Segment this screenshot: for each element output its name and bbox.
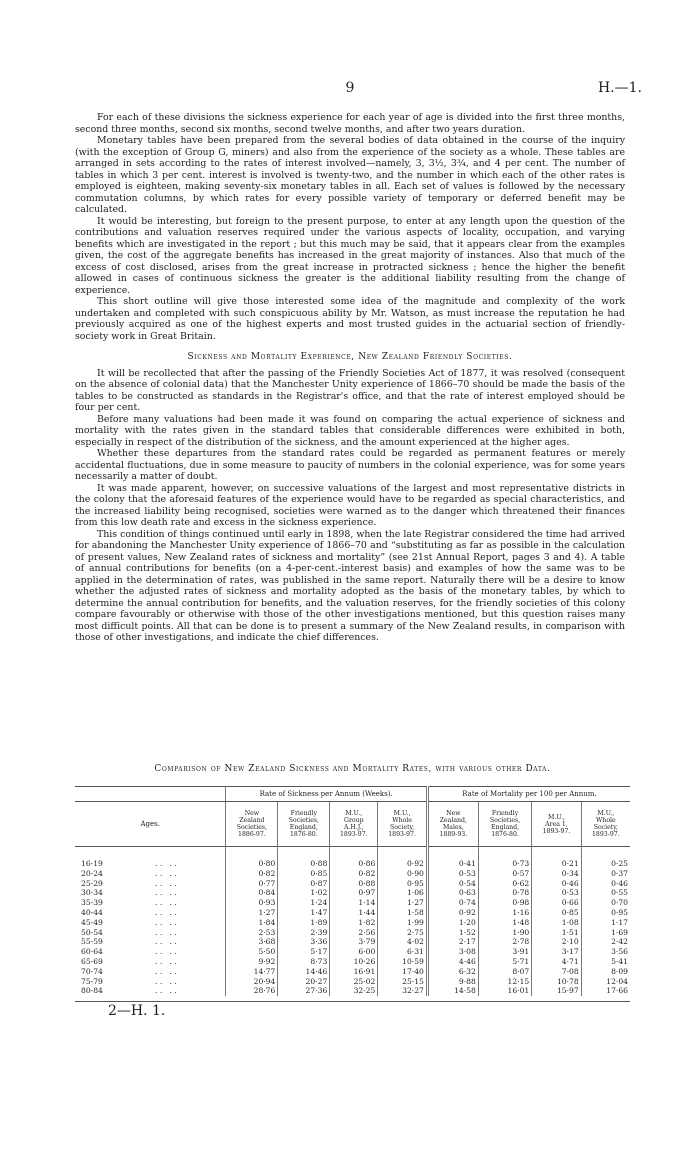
value-cell: 0·95 — [378, 879, 428, 889]
value-cell: 0·85 — [532, 908, 581, 918]
value-cell: 0·97 — [330, 888, 378, 898]
comparison-table — [75, 786, 630, 996]
age-cell: 16-19 — [81, 859, 103, 868]
value-cell: 0·55 — [581, 888, 630, 898]
value-cell: 0·53 — [427, 869, 478, 879]
paragraph: It will be recollected that after the passing of the Friendly Societies Act of 1877, it was resolved (consequent on the absence of colonial data) that the Manchester Unity experience of 1866–70 should be made the basis of the tables to be constructed as standards in the Registrar's office, and that the rate of interest employed should be four per cent. — [75, 367, 625, 413]
value-cell: 0·80 — [226, 847, 278, 869]
value-cell: 5·17 — [278, 947, 330, 957]
column-header-line: Zealand, — [439, 817, 467, 824]
section-heading: Sickness and Mortality Experience, New Zealand Friendly Societies. — [187, 352, 513, 362]
table-row — [75, 918, 630, 928]
column-header-line: 1893-97. — [388, 831, 416, 838]
value-cell: 0·92 — [378, 847, 428, 869]
value-cell: 1·27 — [378, 898, 428, 908]
value-cell: 1·17 — [581, 918, 630, 928]
column-header-line: Society, — [593, 824, 618, 831]
value-cell: 32·27 — [378, 986, 428, 996]
value-cell: 0·70 — [581, 898, 630, 908]
paragraph: This condition of things continued until early in 1898, when the late Registrar considered the time had arrived for abandoning the Manchester Unity experience of 1866–70 and “substituting as far as possible in the calculation of present values, New Zealand rates of sickness and mortality” (see 21st Annual Report, pages 3 and 4). A table of annual contributions for benefits (on a 4-per-cent.-interest basis) and examples of how the same was to be applied in the determination of rates, was published in the same report. Naturally there will be a desire to know whether the adjusted rates of sickness and mortality adopted as the basis of the monetary tables, by which to determine the annual contribution for benefits, and the valuation reserves, for the friendly societies of this colony compare favourably or otherwise with those of the other investigations mentioned, but this question raises many most difficult points. All that can be done is to present a summary of the New Zealand results, in comparison with those of other investigations, and indicate the chief differences. — [75, 528, 625, 643]
value-cell: 0·21 — [532, 847, 581, 869]
value-cell: 0·74 — [427, 898, 478, 908]
ages-header: Ages. — [140, 819, 160, 828]
table-row — [75, 928, 630, 938]
column-header-line: M.U., — [597, 810, 615, 817]
value-cell: 16·01 — [478, 986, 531, 996]
column-header-line: Societies, — [236, 824, 268, 831]
body-text — [75, 112, 625, 644]
value-cell: 2·10 — [532, 937, 581, 947]
value-cell: 1·82 — [330, 918, 378, 928]
value-cell: 0·78 — [478, 888, 531, 898]
table-row — [75, 898, 630, 908]
column-header-line: Males, — [442, 824, 464, 831]
value-cell: 1·44 — [330, 908, 378, 918]
column-header-line: Friendly — [491, 810, 519, 817]
value-cell: 1·27 — [226, 908, 278, 918]
value-cell: 6·00 — [330, 947, 378, 957]
value-cell: 14·58 — [427, 986, 478, 996]
value-cell: 1·58 — [378, 908, 428, 918]
value-cell: 17·40 — [378, 967, 428, 977]
value-cell: 10·59 — [378, 957, 428, 967]
value-cell: 0·34 — [532, 869, 581, 879]
leader-dots: . . . . — [155, 907, 177, 917]
age-cell: 55-59 — [81, 937, 103, 947]
value-cell: 7·08 — [532, 967, 581, 977]
value-cell: 0·41 — [427, 847, 478, 869]
value-cell: 1·16 — [478, 908, 531, 918]
value-cell: 1·90 — [478, 928, 531, 938]
value-cell: 3·17 — [532, 947, 581, 957]
table-row — [75, 879, 630, 889]
value-cell: 6·32 — [427, 967, 478, 977]
column-header — [278, 802, 330, 847]
column-header-line: M.U., — [393, 810, 411, 817]
paragraph: It would be interesting, but foreign to the present purpose, to enter at any length upon the question of the contributions and valuation reserves required under the various aspects of locality, occupation, and varying benefits which are investigated in the report ; but this much may be said, that it appears clear from the examples given, the cost of the aggregate benefits has increased in the great majority of instances. Also that much of the excess of cost disclosed, arises from the great increase in protracted sickness ; hence the higher the benefit allowed in cases of continuous sickness the greater is the additional liability resulting from the change of experience. — [75, 215, 625, 296]
column-header — [330, 802, 378, 847]
table-row — [75, 908, 630, 918]
value-cell: 0·92 — [427, 908, 478, 918]
column-header — [427, 802, 478, 847]
page-number: 9 — [345, 80, 355, 96]
value-cell: 2·78 — [478, 937, 531, 947]
table-row — [75, 947, 630, 957]
value-cell: 0·90 — [378, 869, 428, 879]
column-header-line: New — [446, 810, 461, 817]
value-cell: 15·97 — [532, 986, 581, 996]
column-header-line: England, — [491, 824, 520, 831]
value-cell: 1·24 — [278, 898, 330, 908]
value-cell: 12·15 — [478, 977, 531, 987]
value-cell: 2·17 — [427, 937, 478, 947]
paragraph: For each of these divisions the sickness experience for each year of age is divided into the first three months, second three months, second six months, second twelve months, and after two years duration. — [75, 112, 625, 135]
age-cell: 50-54 — [81, 927, 103, 937]
value-cell: 2·42 — [581, 937, 630, 947]
value-cell: 0·85 — [278, 869, 330, 879]
table-row — [75, 957, 630, 967]
table-row — [75, 937, 630, 947]
value-cell: 0·98 — [478, 898, 531, 908]
value-cell: 4·46 — [427, 957, 478, 967]
value-cell: 20·94 — [226, 977, 278, 987]
value-cell: 0·63 — [427, 888, 478, 898]
leader-dots: . . . . — [155, 917, 177, 927]
value-cell: 5·71 — [478, 957, 531, 967]
value-cell: 0·53 — [532, 888, 581, 898]
value-cell: 3·68 — [226, 937, 278, 947]
leader-dots: . . . . — [155, 859, 177, 868]
value-cell: 28·76 — [226, 986, 278, 996]
value-cell: 0·84 — [226, 888, 278, 898]
leader-dots: . . . . — [155, 888, 177, 898]
value-cell: 9·88 — [427, 977, 478, 987]
leader-dots: . . . . — [155, 947, 177, 957]
leader-dots: . . . . — [155, 986, 177, 996]
value-cell: 3·56 — [581, 947, 630, 957]
value-cell: 9·92 — [226, 957, 278, 967]
leader-dots: . . . . — [155, 878, 177, 888]
column-header-line: M.U., — [345, 810, 363, 817]
value-cell: 1·08 — [532, 918, 581, 928]
paragraph: Whether these departures from the standard rates could be regarded as permanent features or merely accidental fluctuations, due in some measure to paucity of numbers in the colonial experience, was for some years necessarily a matter of doubt. — [75, 448, 625, 482]
value-cell: 0·73 — [478, 847, 531, 869]
value-cell: 1·84 — [226, 918, 278, 928]
column-header-line: New — [244, 810, 260, 817]
age-cell: 70-74 — [81, 966, 103, 976]
column-header-line: A.H.J., — [343, 824, 364, 831]
age-cell: 80-84 — [81, 986, 103, 996]
value-cell: 1·48 — [478, 918, 531, 928]
paragraph: It was made apparent, however, on successive valuations of the largest and most representative districts in the colony that the aforesaid features of the experience would have to be regarded as special characteristics, and the increased liability being recognised, societies were warned as to the danger which threatened their finances from this low death rate and excess in the sickness experience. — [75, 482, 625, 528]
column-header-line: Area 1, — [545, 820, 568, 828]
value-cell: 25·15 — [378, 977, 428, 987]
column-header — [581, 802, 630, 847]
value-cell: 0·66 — [532, 898, 581, 908]
value-cell: 0·57 — [478, 869, 531, 879]
value-cell: 2·53 — [226, 928, 278, 938]
leader-dots: . . . . — [155, 976, 177, 986]
column-header-line: 1876-80. — [491, 831, 519, 838]
leader-dots: . . . . — [155, 898, 177, 908]
age-cell: 25-29 — [81, 878, 103, 888]
age-cell: 40-44 — [81, 907, 103, 917]
value-cell: 6·31 — [378, 947, 428, 957]
value-cell: 0·95 — [581, 908, 630, 918]
value-cell: 0·93 — [226, 898, 278, 908]
column-header-line: 1893-97. — [542, 827, 571, 835]
column-header — [532, 802, 581, 847]
column-header-line: Group — [344, 817, 364, 824]
value-cell: 1·14 — [330, 898, 378, 908]
value-cell: 3·79 — [330, 937, 378, 947]
value-cell: 2·75 — [378, 928, 428, 938]
table-row — [75, 888, 630, 898]
value-cell: 8·07 — [478, 967, 531, 977]
value-cell: 0·77 — [226, 879, 278, 889]
value-cell: 1·47 — [278, 908, 330, 918]
column-header — [226, 802, 278, 847]
value-cell: 0·37 — [581, 869, 630, 879]
value-cell: 4·71 — [532, 957, 581, 967]
value-cell: 10·78 — [532, 977, 581, 987]
value-cell: 0·46 — [532, 879, 581, 889]
leader-dots: . . . . — [155, 937, 177, 947]
age-cell: 35-39 — [81, 898, 103, 908]
value-cell: 20·27 — [278, 977, 330, 987]
column-header-line: 1893-97. — [592, 831, 620, 838]
value-cell: 0·62 — [478, 879, 531, 889]
table-row — [75, 847, 630, 869]
column-header — [478, 802, 531, 847]
age-cell: 30-34 — [81, 888, 103, 898]
leader-dots: . . . . — [155, 868, 177, 878]
value-cell: 8·73 — [278, 957, 330, 967]
value-cell: 3·08 — [427, 947, 478, 957]
paragraph: Monetary tables have been prepared from the several bodies of data obtained in the course of the inquiry (with the exception of Group G, miners) and also from the experience of the society as a whole. These tables are arranged in sets according to the rates of interest involved—namely, 3, 3½, 3¾, and 4 per cent. The number of tables in which 3 per cent. interest is involved is twenty-two, and the number in which each of the other rates is employed is eighteen, making seventy-six monetary tables in all. Each set of values is followed by the necessary commutation columns, by which rates for every possible variety of temporary or deferred benefit may be calculated. — [75, 135, 625, 215]
value-cell: 4·02 — [378, 937, 428, 947]
value-cell: 14·46 — [278, 967, 330, 977]
column-header — [378, 802, 428, 847]
value-cell: 14·77 — [226, 967, 278, 977]
value-cell: 1·51 — [532, 928, 581, 938]
column-header-line: Whole — [595, 817, 616, 824]
value-cell: 0·88 — [330, 879, 378, 889]
value-cell: 27·36 — [278, 986, 330, 996]
value-cell: 10·26 — [330, 957, 378, 967]
age-cell: 60-64 — [81, 947, 103, 957]
leader-dots: . . . . — [155, 927, 177, 937]
value-cell: 12·04 — [581, 977, 630, 987]
table-row — [75, 967, 630, 977]
value-cell: 3·91 — [478, 947, 531, 957]
table-row — [75, 977, 630, 987]
value-cell: 0·88 — [278, 847, 330, 869]
value-cell: 0·25 — [581, 847, 630, 869]
value-cell: 8·09 — [581, 967, 630, 977]
table-title: Comparison of New Zealand Sickness and Mortality Rates, with various other Data. — [154, 764, 551, 774]
value-cell: 0·82 — [226, 869, 278, 879]
value-cell: 1·02 — [278, 888, 330, 898]
paragraph: Before many valuations had been made it was found on comparing the actual experience of sickness and mortality with the rates given in the standard tables that considerable differences were exhibited in both, especially in respect of the distribution of the sickness, and the amount experienced at the higher ages. — [75, 413, 625, 448]
value-cell: 3·36 — [278, 937, 330, 947]
document-reference: H.—1. — [597, 80, 642, 96]
leader-dots: . . . . — [155, 956, 177, 966]
value-cell: 2·56 — [330, 928, 378, 938]
table-row — [75, 986, 630, 996]
column-header-line: 1893-97. — [339, 831, 368, 838]
value-cell: 1·20 — [427, 918, 478, 928]
value-cell: 1·89 — [278, 918, 330, 928]
value-cell: 1·69 — [581, 928, 630, 938]
value-cell: 0·54 — [427, 879, 478, 889]
value-cell: 32·25 — [330, 986, 378, 996]
footer-signature: 2—H. 1. — [108, 1003, 166, 1019]
value-cell: 1·99 — [378, 918, 428, 928]
value-cell: 25·02 — [330, 977, 378, 987]
value-cell: 0·82 — [330, 869, 378, 879]
age-cell: 75-79 — [81, 976, 103, 986]
column-header-line: Societies, — [489, 817, 521, 824]
column-header-line: England, — [289, 824, 318, 831]
column-header-line: 1876-80. — [289, 831, 318, 838]
value-cell: 0·87 — [278, 879, 330, 889]
value-cell: 17·66 — [581, 986, 630, 996]
value-cell: 0·86 — [330, 847, 378, 869]
column-header-line: M.U., — [548, 813, 565, 821]
column-header-line: 1889-93. — [439, 831, 468, 838]
value-cell: 16·91 — [330, 967, 378, 977]
age-cell: 20-24 — [81, 868, 103, 878]
column-header-line: Whole — [392, 817, 412, 824]
mortality-group-header: Rate of Mortality per 100 per Annum. — [427, 787, 630, 802]
sickness-group-header: Rate of Sickness per Annum (Weeks). — [226, 787, 427, 802]
column-header-line: 1886-97. — [238, 831, 266, 838]
table-bottom-rule — [75, 1001, 630, 1002]
table-row — [75, 869, 630, 879]
leader-dots: . . . . — [155, 966, 177, 976]
column-header-line: Zealand — [239, 817, 265, 824]
value-cell: 2·39 — [278, 928, 330, 938]
column-header-line: Society, — [390, 824, 415, 831]
paragraph: This short outline will give those interested some idea of the magnitude and complexity of the work undertaken and completed with such conspicuous ability by Mr. Watson, as must increase the reputation he had previously acquired as one of the highest experts and most trusted guides in the actuarial section of friendly-society work in Great Britain. — [75, 296, 625, 342]
column-header-line: Friendly — [290, 810, 317, 817]
column-header-line: Societies, — [288, 817, 319, 824]
value-cell: 1·52 — [427, 928, 478, 938]
value-cell: 0·46 — [581, 879, 630, 889]
age-cell: 65-69 — [81, 956, 103, 966]
value-cell: 1·06 — [378, 888, 428, 898]
age-cell: 45-49 — [81, 917, 103, 927]
value-cell: 5·50 — [226, 947, 278, 957]
value-cell: 5·41 — [581, 957, 630, 967]
